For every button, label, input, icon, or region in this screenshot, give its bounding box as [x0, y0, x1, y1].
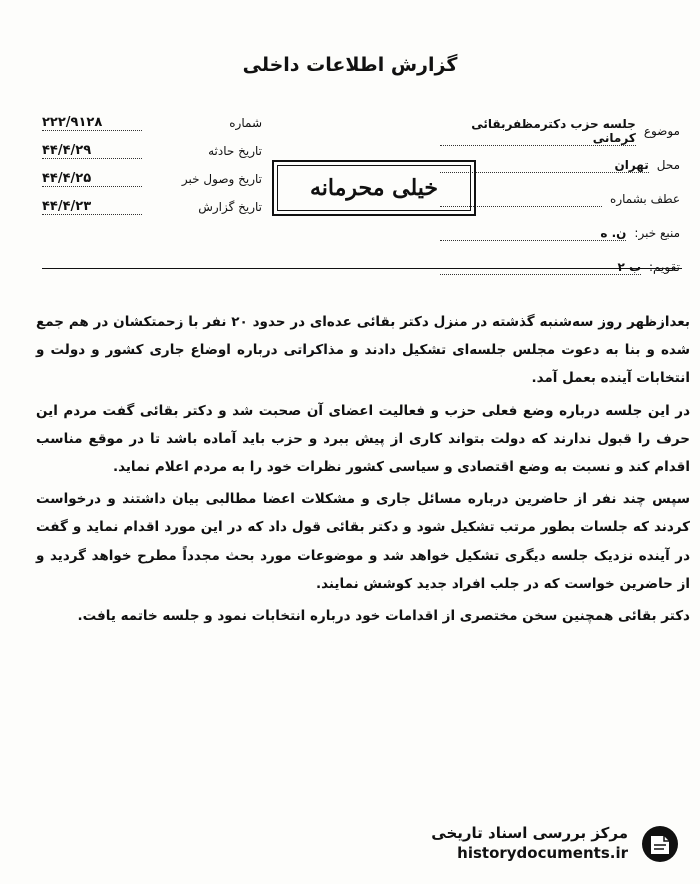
paragraph: دکتر بقائی همچنین سخن مختصری از اقدامات خود درباره انتخابات نمود و جلسه خاتمه یافت. [77, 608, 690, 625]
meta-received-date-value: ۴۴/۴/۲۵ [42, 171, 142, 187]
meta-location [440, 154, 680, 176]
meta-report-date-label: تاریخ گزارش [198, 200, 262, 214]
footer-website: historydocuments.ir [457, 844, 628, 862]
meta-rating-label: تقویم: [649, 260, 680, 274]
classification-stamp [272, 160, 476, 216]
meta-source-value: ن. ه [440, 226, 626, 241]
header-meta-left [42, 112, 262, 224]
paragraph: بعدازظهر روز سه‌شنبه گذشته در منزل دکتر بقائی عده‌ای در حدود ۲۰ نفر با زحمتکشان در هم جمع شده و بنا به دعوت مجلس جلسه‌ای تشکیل دادند و مذاکراتی درباره اوضاع جاری کشور و دولت و انتخابات آینده بعمل آمد. [36, 314, 690, 387]
footer-organization: مرکز بررسی اسناد تاریخی [431, 824, 628, 842]
document-title: گزارش اطلاعات داخلی [242, 54, 458, 76]
stamp-text: خیلی محرمانه [309, 175, 439, 201]
meta-report-date-value: ۴۴/۴/۲۳ [42, 199, 142, 215]
meta-source-label: منبع خبر: [634, 226, 680, 240]
stamp-inner-border [277, 165, 471, 211]
meta-incident-date-label: تاریخ حادثه [208, 144, 262, 158]
meta-source [440, 222, 680, 244]
meta-location-label: محل [656, 158, 680, 172]
footer-watermark [0, 824, 700, 884]
meta-number [42, 112, 262, 134]
paragraph: سپس چند نفر از حاضرین درباره مسائل جاری و مشکلات اعضا مطالبی بیان داشتند و درخواست کردند که جلسات بطور مرتب تشکیل شود و دکتر بقائی قول داد که در این مورد اقدام نماید و گفت در آینده نزدیک جلسه دیگری تشکیل خواهد شد و موضوعات مورد بحث مجدداً مطرح خواهد گردید و از حاضرین خواست که در جلب افراد جدید کوشش نمایند. [36, 491, 690, 592]
meta-subject-label: موضوع [643, 124, 680, 138]
meta-received-date-label: تاریخ وصول خبر [181, 172, 262, 186]
meta-reference [440, 188, 680, 210]
meta-subject [440, 116, 680, 145]
meta-subject-value: جلسه حزب دکترمظفربقائی کرمانی [440, 117, 636, 146]
meta-report-date [42, 196, 262, 218]
document-archive-logo-icon [640, 824, 680, 864]
meta-rating [440, 256, 680, 278]
meta-incident-date [42, 140, 262, 162]
meta-rating-value: ب ۲ [440, 260, 641, 275]
meta-incident-date-value: ۴۴/۴/۲۹ [42, 143, 142, 159]
header-divider [42, 268, 682, 269]
meta-number-value: ۲۲۲/۹۱۲۸ [42, 115, 142, 131]
paragraph: در این جلسه درباره وضع فعلی حزب و فعالیت اعضای آن صحبت شد و دکتر بقائی گفت مردم این حرف را قبول ندارند که دولت بتواند کاری از پیش ببرد و حزب باید آماده باشد تا در موقع مناسب اقدام کند و نسبت به وضع اقتصادی و سیاسی کشور نظرات خود را به مردم اعلام نماید. [36, 402, 690, 476]
header-meta-right [440, 116, 680, 290]
meta-reference-label: عطف بشماره [610, 192, 680, 206]
report-body [36, 308, 690, 634]
meta-number-label: شماره [229, 116, 262, 130]
meta-received-date [42, 168, 262, 190]
meta-location-value: تهران [440, 158, 649, 173]
footer-text [431, 824, 628, 862]
